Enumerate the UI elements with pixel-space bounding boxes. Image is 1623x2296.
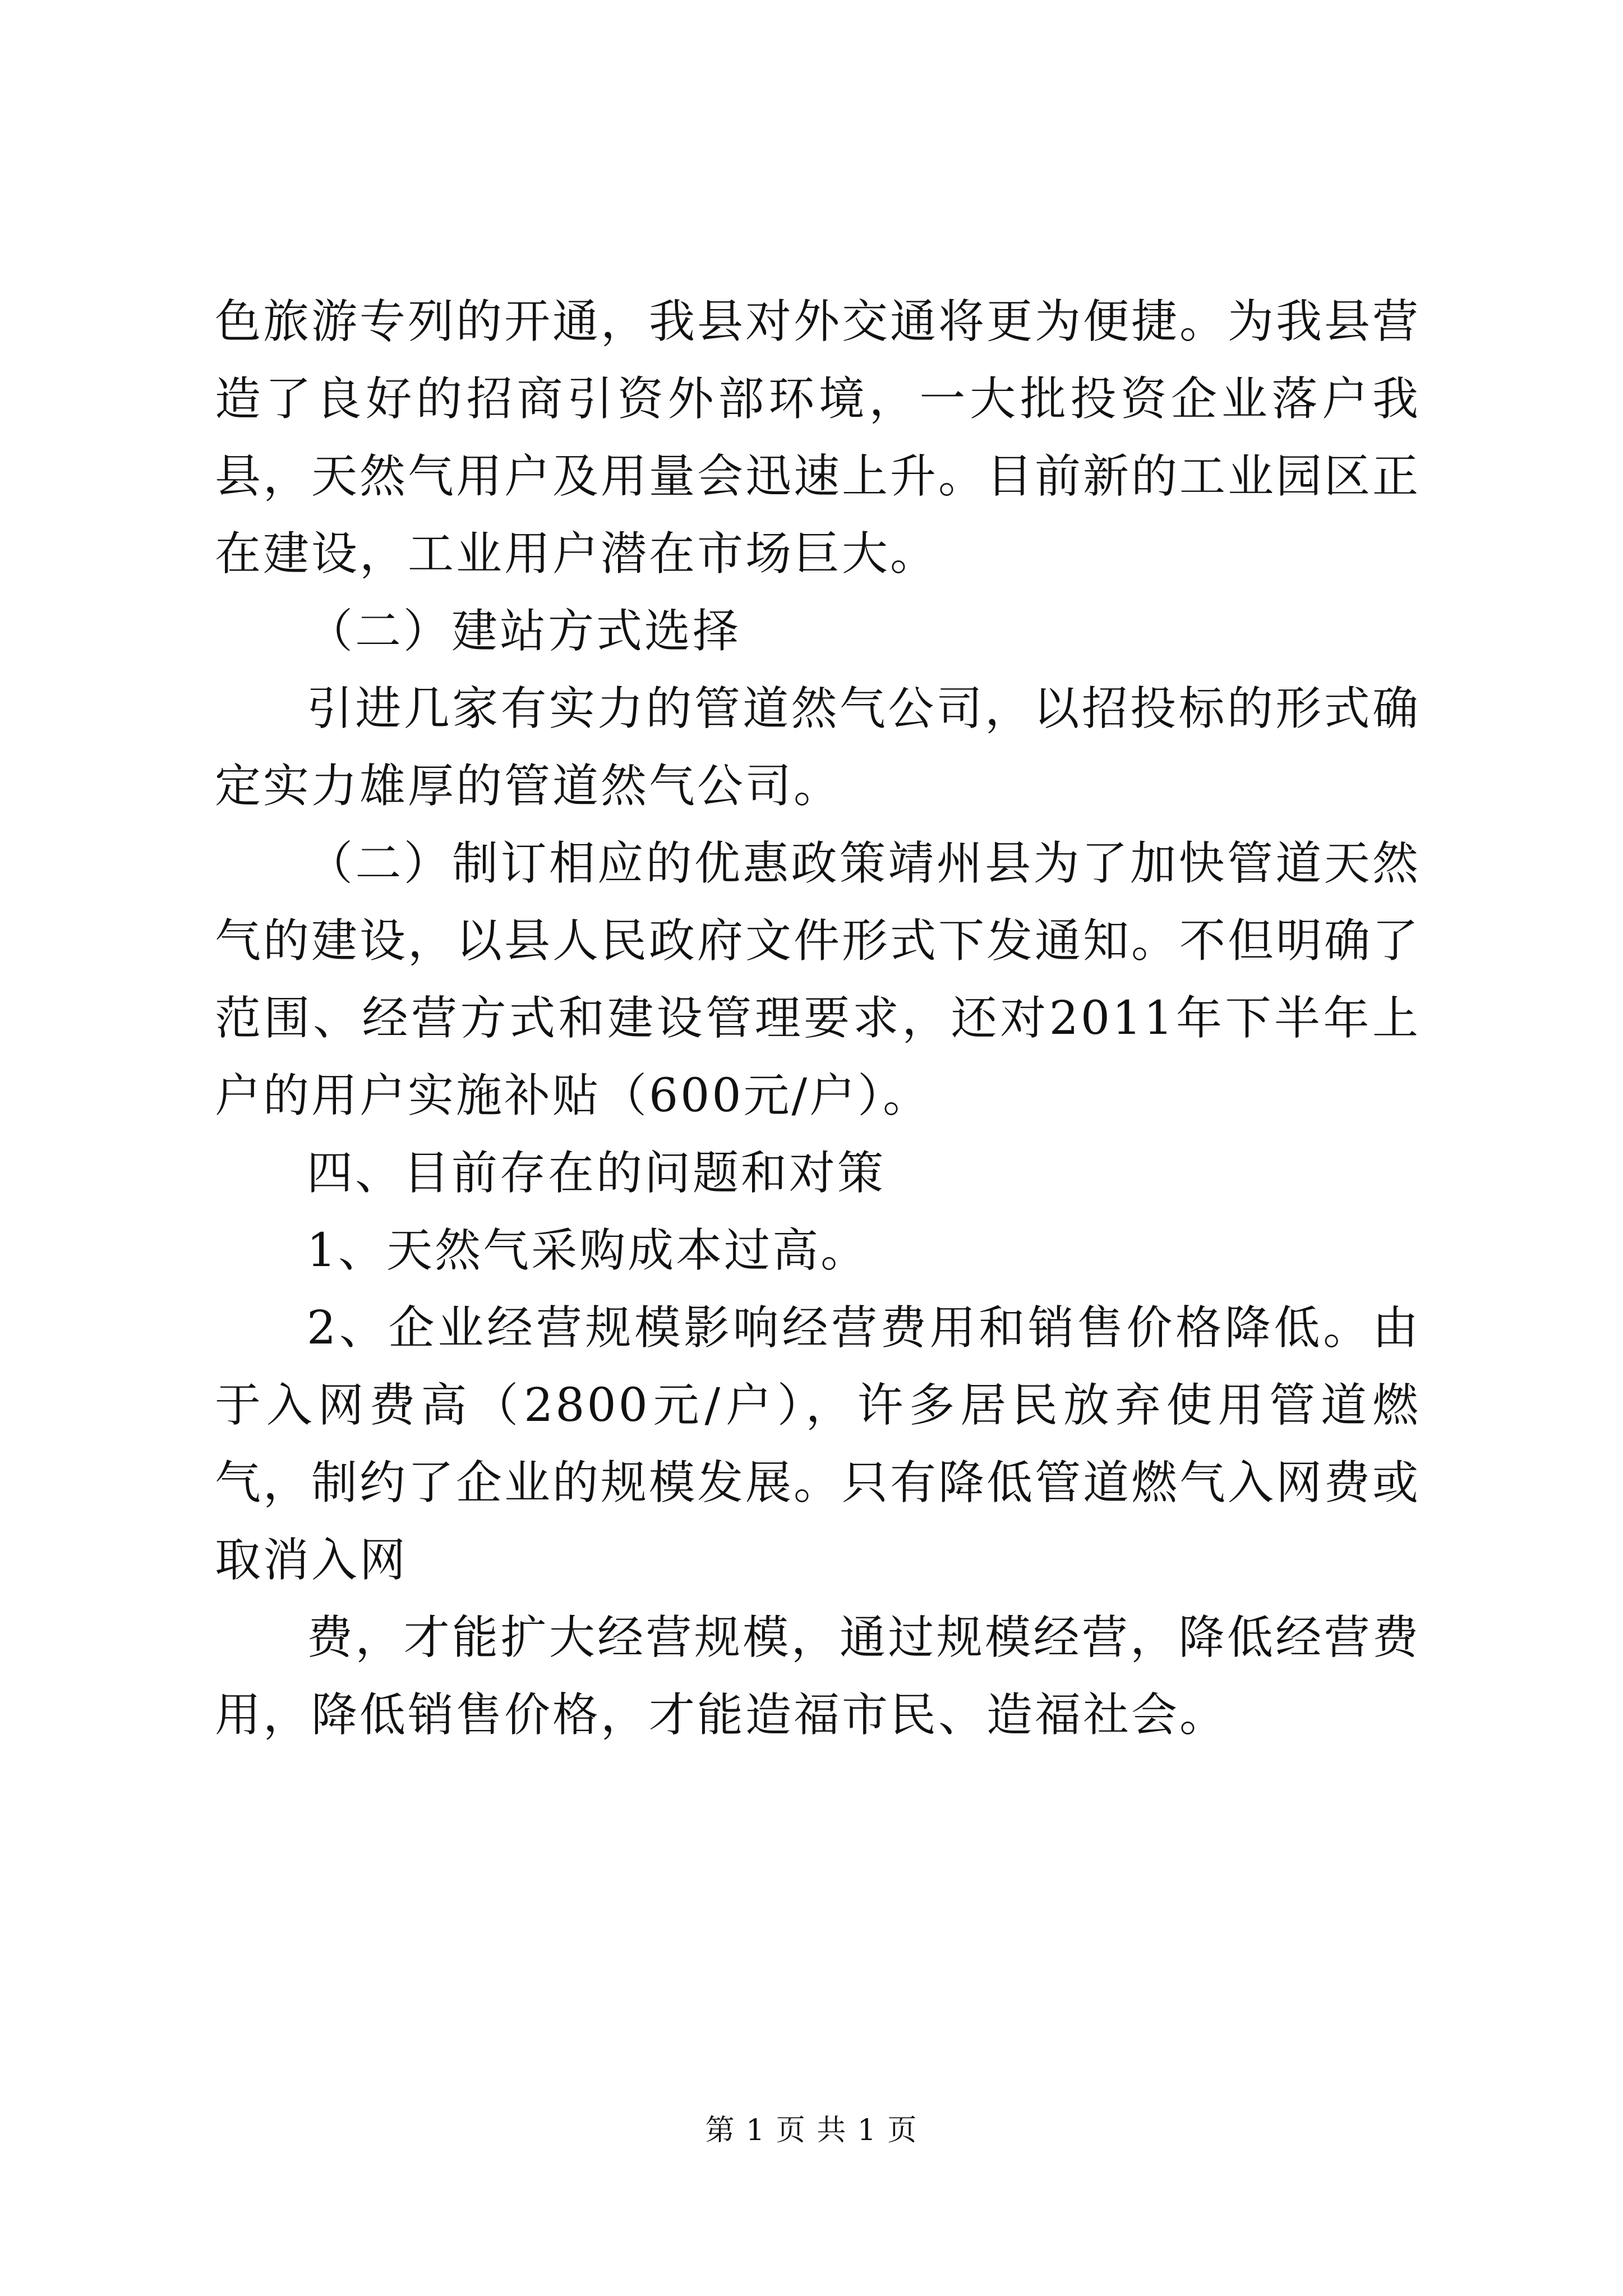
section-heading-problems: 四、目前存在的问题和对策 (307, 1147, 886, 1200)
list-item-cost: 1、天然气采购成本过高。 (307, 1224, 869, 1277)
page-number-footer: 第 1 页 共 1 页 (705, 2114, 918, 2147)
paragraph-continuation: 色旅游专列的开通，我县对外交通将更为便捷。为我县营造了良好的招商引资外部环境，一大批投资企业落户我县，天然气用户及用量会迅速上升。目前新的工业园区正在建设，工业用户潜在市场巨大。 (215, 295, 1421, 581)
list-item-scale: 2、企业经营规模影响经营费用和销售价格降低。由于入网费高（2800元/户），许多居民放弃使用管道燃气，制约了企业的规模发展。只有降低管道燃气入网费或取消入网 (215, 1301, 1421, 1587)
document-body (215, 283, 1421, 1754)
paragraph-bidding: 引进几家有实力的管道然气公司，以招投标的形式确定实力雄厚的管道然气公司。 (215, 682, 1421, 813)
paragraph-policy: （二）制订相应的优惠政策靖州县为了加快管道天然气的建设，以县人民政府文件形式下发通知。不但明确了范围、经营方式和建设管理要求，还对2011年下半年上户的用户实施补贴（600元/户）。 (215, 837, 1421, 1122)
section-heading-station-method: （二）建站方式选择 (307, 605, 741, 658)
paragraph-conclusion: 费，才能扩大经营规模，通过规模经营，降低经营费用，降低销售价格，才能造福市民、造福社会。 (215, 1611, 1421, 1742)
